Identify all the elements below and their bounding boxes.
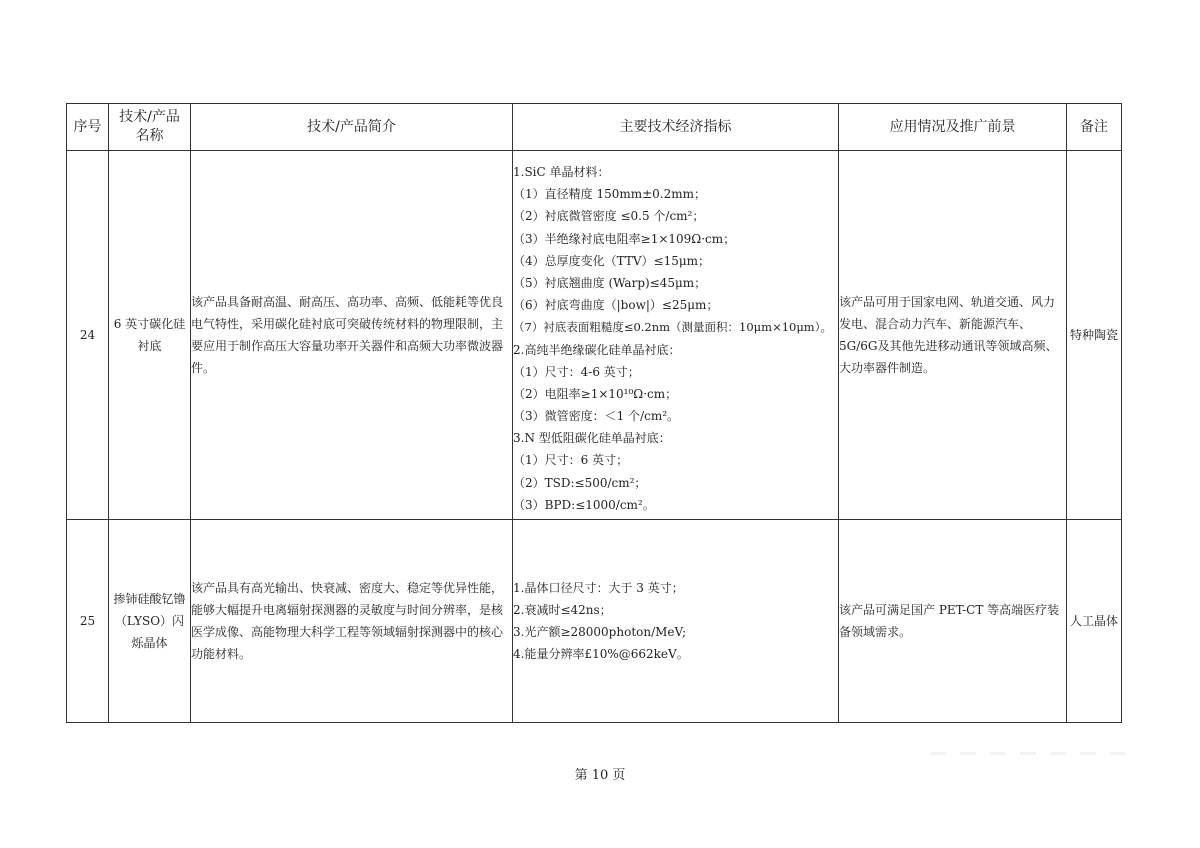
header-application: 应用情况及推广前景 — [839, 104, 1067, 151]
row-product-name: 掺铈硅酸钇镥（LYSO）闪烁晶体 — [109, 520, 191, 723]
row-remark: 特种陶瓷 — [1067, 151, 1122, 520]
header-indicators: 主要技术经济指标 — [513, 104, 839, 151]
page-number: 第 10 页 — [574, 768, 626, 783]
indicator-line: 2.衰减时≤42ns； — [513, 602, 612, 617]
indicator-line: （2）衬底微管密度 ≤0.5 个/cm²； — [513, 209, 705, 224]
table-row — [67, 151, 1122, 520]
indicator-line: 1.晶体口径尺寸：大于 3 英寸； — [513, 580, 684, 595]
indicator-line: （4）总厚度变化（TTV）≤15μm； — [513, 253, 711, 268]
indicator-line: 3.N 型低阻碳化硅单晶衬底： — [513, 431, 671, 446]
row-remark: 人工晶体 — [1067, 520, 1122, 723]
row-intro: 该产品具备耐高温、耐高压、高功率、高频、低能耗等优良电气特性，采用碳化硅衬底可突破传统材料的物理限制，主要应用于制作高压大容量功率开关器件和高频大功率微波器件。 — [191, 151, 513, 520]
header-remark: 备注 — [1067, 104, 1122, 151]
row-application: 该产品可满足国产 PET-CT 等高端医疗装备领域需求。 — [839, 520, 1067, 723]
indicator-line: （3）半绝缘衬底电阻率≥1×109Ω·cm； — [513, 231, 736, 246]
indicator-line: （1）尺寸：4-6 英寸； — [513, 364, 640, 379]
scan-artifact — [930, 752, 1130, 755]
row-index: 25 — [67, 520, 109, 723]
row-product-name: 6 英寸碳化硅衬底 — [109, 151, 191, 520]
indicator-line: （7）衬底表面粗糙度≤0.2nm（测量面积：10μm×10μm）。 — [513, 320, 832, 335]
table-row — [67, 520, 1122, 723]
indicator-line: 4.能量分辨率£10%@662keV。 — [513, 647, 689, 662]
indicator-line: 1.SiC 单晶材料： — [513, 165, 610, 179]
row-indicators — [513, 520, 839, 723]
technology-product-table — [66, 103, 1122, 723]
row-indicators — [513, 151, 839, 520]
indicator-line: （3）BPD:≤1000/cm²。 — [513, 497, 655, 512]
header-intro: 技术/产品简介 — [191, 104, 513, 151]
indicator-line: （5）衬底翘曲度 (Warp)≤45μm； — [513, 275, 707, 290]
indicator-line: （6）衬底弯曲度（|bow|）≤25μm； — [513, 298, 719, 313]
indicator-line: （1）尺寸：6 英寸； — [513, 453, 629, 468]
header-name: 技术/产品名称 — [109, 104, 191, 151]
row-intro: 该产品具有高光输出、快衰减、密度大、稳定等优异性能，能够大幅提升电离辐射探测器的灵敏度与时间分辨率，是核医学成像、高能物理大科学工程等领域辐射探测器中的核心功能材料。 — [191, 520, 513, 723]
table-header-row — [67, 104, 1122, 151]
indicator-line: （2）电阻率≥1×10¹⁰Ω·cm； — [513, 386, 678, 401]
header-index: 序号 — [67, 104, 109, 151]
row-application: 该产品可用于国家电网、轨道交通、风力发电、混合动力汽车、新能源汽车、5G/6G及其他先进移动通讯等领域高频、大功率器件制造。 — [839, 151, 1067, 520]
indicator-line: （3）微管密度：＜1 个/cm²。 — [513, 409, 680, 424]
row-index: 24 — [67, 151, 109, 520]
indicator-line: （2）TSD:≤500/cm²； — [513, 475, 647, 490]
indicator-line: 3.光产额≥28000photon/MeV; — [513, 625, 687, 639]
indicator-line: 2.高纯半绝缘碳化硅单晶衬底： — [513, 342, 681, 357]
indicator-line: （1）直径精度 150mm±0.2mm； — [513, 187, 707, 202]
